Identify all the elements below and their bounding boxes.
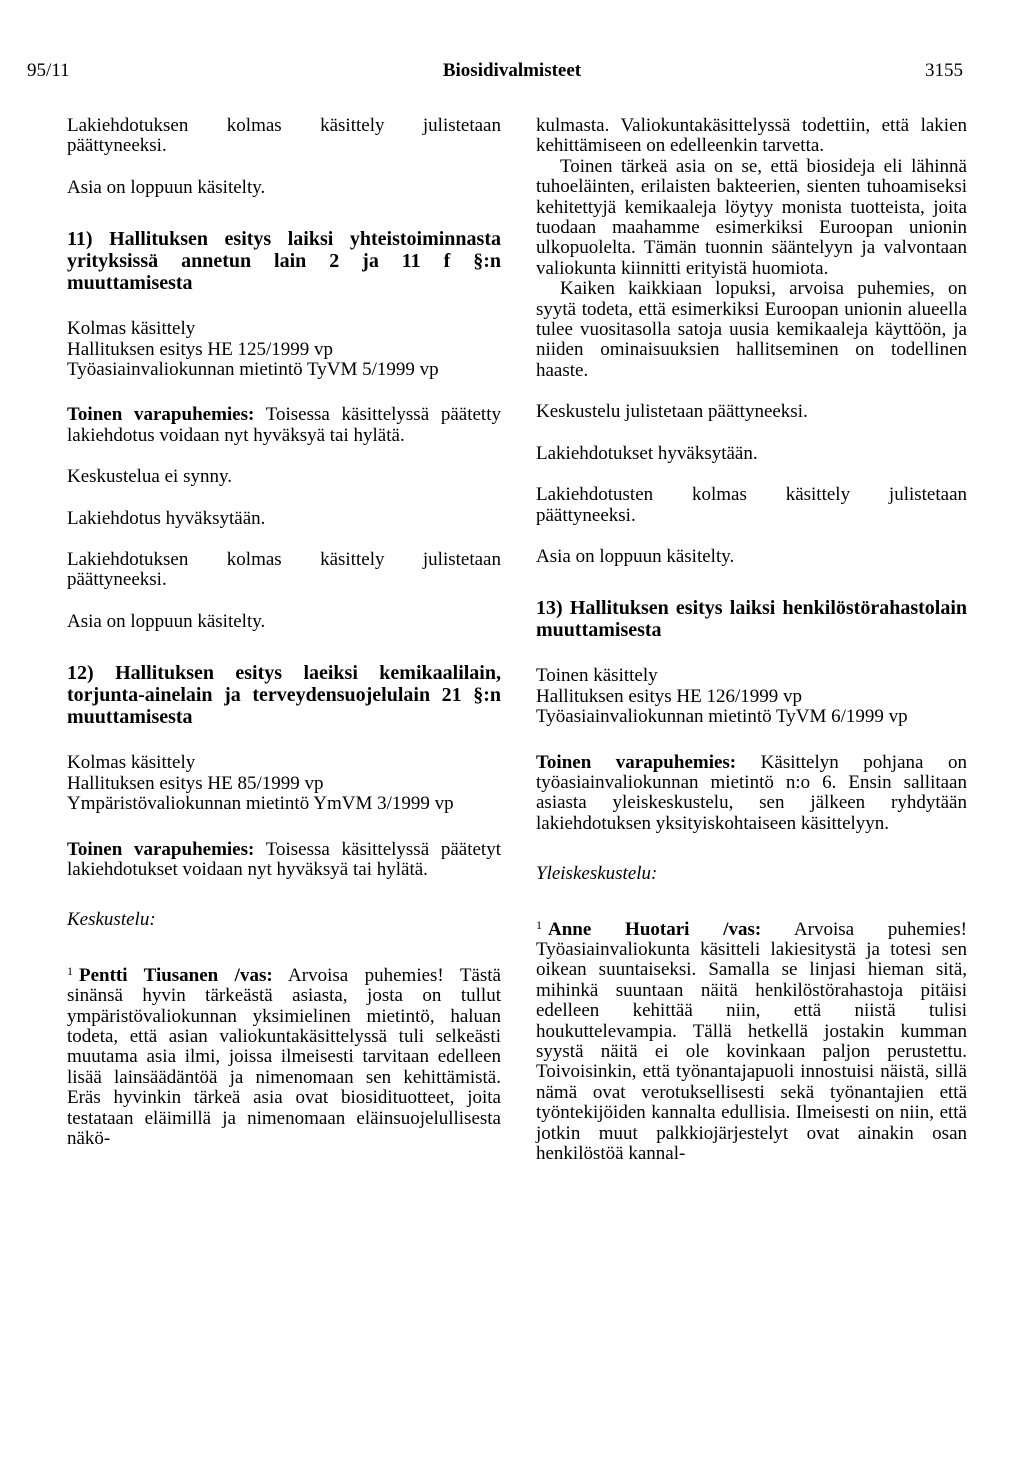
paragraph: Asia on loppuun käsitelty. (67, 610, 266, 632)
speaker-text: Käsittelyn pohjana on työasiainvaliokunnan mietintö n:o 6. Ensin sallitaan asiasta yleiskeskustelu, sen jälkeen ryhdytään lakiehdotuksen yksityiskohtaiseen käsittelyyn. (536, 751, 967, 834)
left-column (67, 116, 501, 1149)
paragraph: Asia on loppuun käsitelty. (67, 176, 266, 198)
committee-report: Työasiainvaliokunnan mietintö TyVM 6/1999 vp (536, 706, 908, 728)
paragraph: Lakiehdotukset hyväksytään. (536, 442, 758, 464)
right-column (536, 116, 967, 1164)
speaker-paragraph (536, 753, 967, 835)
committee-report: Työasiainvaliokunnan mietintö TyVM 5/1999 vp (67, 359, 439, 381)
paragraph: Toinen tärkeä asia on se, että biosideja eli lähinnä tuhoeläinten, erilaisten bakteerien, sienten tuhoamiseksi kehitettyjä kemikaaleja löytyy monista tuotteista, joita tuodaan maahamme esimerkiksi Euroopan unionin ulkopuolelta. Tämän tuonnin sääntelyyn ja valvontaan valiokunta kiinnitti erityistä huomiota. (536, 155, 967, 279)
speaker-paragraph (67, 840, 501, 881)
speaker-text: Toisessa käsittelyssä päätetyt lakiehdotukset voidaan nyt hyväksyä tai hylätä. (67, 838, 501, 880)
speaker-paragraph (67, 405, 501, 446)
speaker-label: Toinen varapuhemies: (67, 404, 255, 426)
speech (67, 961, 501, 1150)
speech-number: 1 (536, 917, 542, 932)
processing-stage: Kolmas käsittely (67, 752, 196, 774)
agenda-item-heading: 11) Hallituksen esitys laiksi yhteistoiminnasta yrityksissä annetun lain 2 ja 11 f §:n muuttamisesta (67, 228, 501, 295)
paragraph: Lakiehdotus hyväksytään. (67, 507, 266, 529)
page-number: 3155 (925, 60, 963, 81)
government-proposal: Hallituksen esitys HE 125/1999 vp (67, 338, 333, 360)
speaker-text: Toisessa käsittelyssä päätetty lakiehdotus voidaan nyt hyväksyä tai hylätä. (67, 404, 501, 446)
speaker-label: Toinen varapuhemies: (536, 751, 737, 773)
paragraph: Asia on loppuun käsitelty. (536, 545, 735, 567)
paragraph: kulmasta. Valiokuntakäsittelyssä todettiin, että lakien kehittämiseen on edelleenkin tarvetta. (536, 115, 967, 157)
government-proposal: Hallituksen esitys HE 126/1999 vp (536, 685, 802, 707)
paragraph: Keskustelua ei synny. (67, 466, 232, 488)
running-title: Biosidivalmisteet (442, 60, 582, 81)
speech-text: Arvoisa puhemies! Tästä sinänsä hyvin tärkeästä asiasta, josta on tullut ympäristövaliokunnan yksimielinen mietintö, haluan todeta, että asian valiokuntakäsittelyssä tuli selkeästi muutama asia ilmi, joissa ilmeisesti tarvitaan edelleen lisää lainsäädäntöä ja nimenomaan sen kehittämistä. Eräs hyvinkin tärkeä asia ovat biosidituotteet, joita testataan eläimillä ja nimenomaan eläinsuojelullisesta näkö- (67, 964, 501, 1149)
speaker-label: Toinen varapuhemies: (67, 838, 255, 860)
processing-stage: Toinen käsittely (536, 665, 658, 687)
debate-label: Yleiskeskustelu: (536, 863, 658, 885)
paragraph: Keskustelu julistetaan päättyneeksi. (536, 401, 808, 423)
government-proposal: Hallituksen esitys HE 85/1999 vp (67, 772, 324, 794)
paragraph: Lakiehdotuksen kolmas käsittely julistetaan päättyneeksi. (67, 549, 501, 591)
debate-label: Keskustelu: (67, 909, 156, 931)
speech-text: Arvoisa puhemies! Työasiainvaliokunta käsitteli lakiesitystä ja totesi sen oikean suuntaiseksi. Samalla se linjasi hieman sitä, mihinkä suuntaan näitä henkilöstörahastoja pitäisi edelleen kehittää niin, että niistä tulisi houkuttelevampia. Tällä hetkellä jostakin kumman syystä näitä ei ole kovinkaan paljon perustettu. Toivoisinkin, että työnantajapuoli innostuisi näistä, sillä nämä ovat verotuksellisesti sekä työnantajien että työntekijöiden kannalta edullisia. Ilmeisesti on niin, että jotkin muut palkkiojärjestelyt ovat ainakin osan henkilöstöä kannal- (536, 918, 967, 1165)
paragraph: Lakiehdotuksen kolmas käsittely julistetaan päättyneeksi. (67, 115, 501, 157)
speech-number: 1 (67, 963, 73, 978)
paragraph: Lakiehdotusten kolmas käsittely julistetaan päättyneeksi. (536, 484, 967, 526)
agenda-item-heading: 13) Hallituksen esitys laiksi henkilöstörahastolain muuttamisesta (536, 597, 967, 642)
committee-report: Ympäristövaliokunnan mietintö YmVM 3/1999 vp (67, 793, 454, 815)
paragraph: Kaiken kaikkiaan lopuksi, arvoisa puhemies, on syytä todeta, että esimerkiksi Euroopan unionin alueella tulee vuositasolla satoja uusia kemikaaleja käyttöön, ja niiden ominaisuuksien hallitseminen on todellinen haaste. (536, 278, 967, 381)
speech (536, 915, 967, 1165)
speech-speaker: Anne Huotari /vas: (548, 918, 762, 940)
speech-speaker: Pentti Tiusanen /vas: (79, 964, 273, 986)
page-range: 95/11 (27, 60, 70, 81)
agenda-item-heading: 12) Hallituksen esitys laeiksi kemikaalilain, torjunta-ainelain ja terveydensuojelulain 21 §:n muuttamisesta (67, 662, 501, 729)
processing-stage: Kolmas käsittely (67, 318, 196, 340)
